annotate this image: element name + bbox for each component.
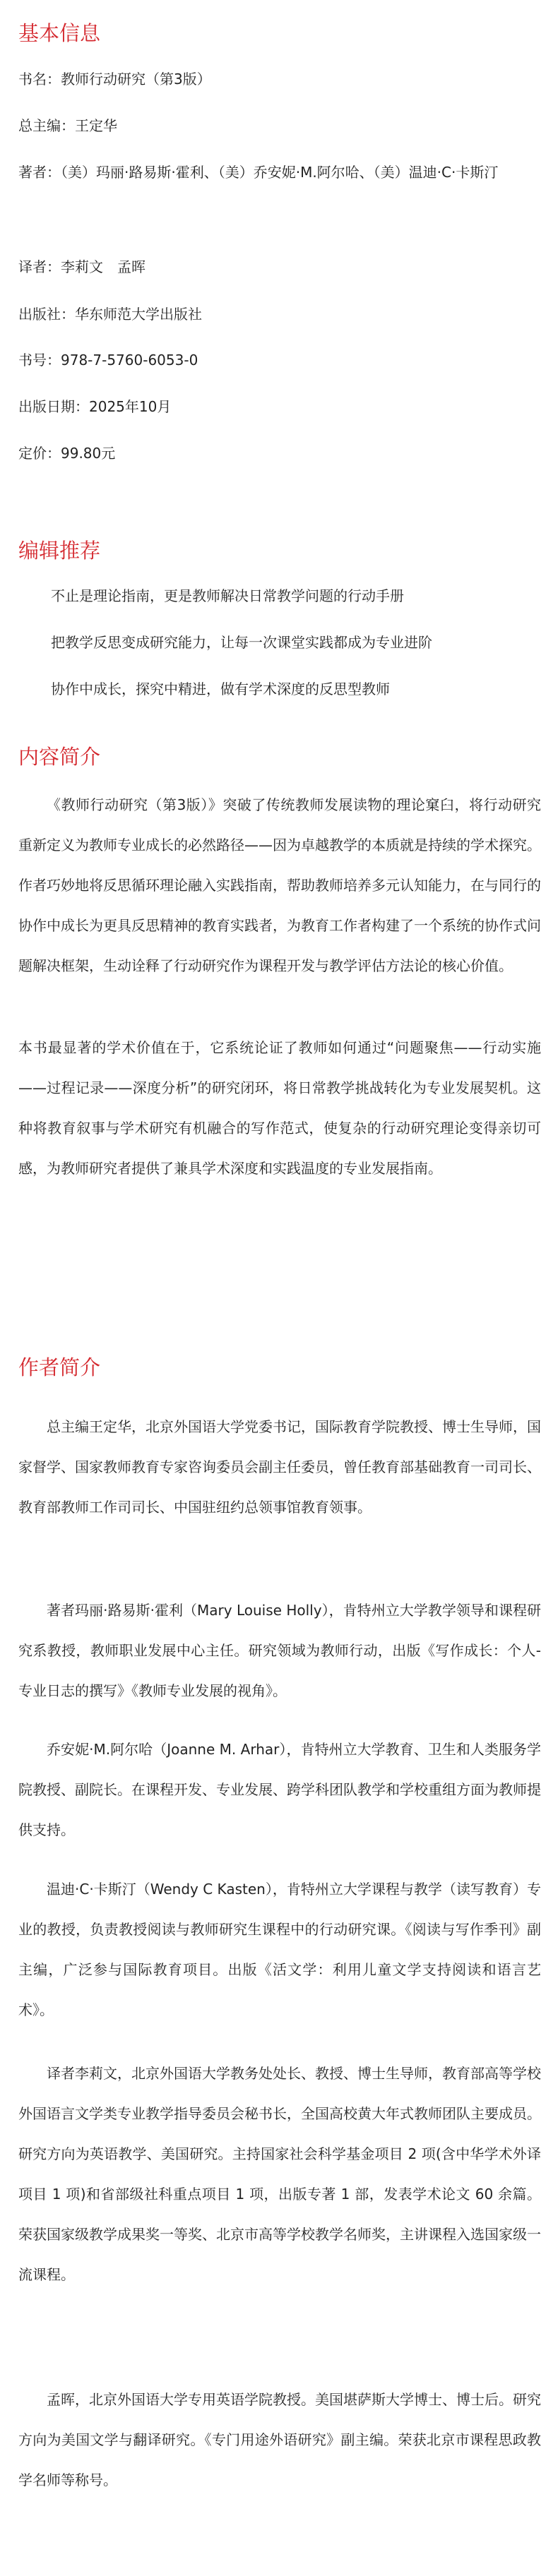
info-label: 书号： [18, 352, 61, 369]
recommendation-line: 不止是理论指南，更是教师解决日常教学问题的行动手册 [51, 587, 404, 604]
info-label: 总主编： [18, 117, 75, 134]
info-value: 978-7-5760-6053-0 [61, 352, 198, 369]
author-paragraph: 乔安妮·M.阿尔哈（Joanne M. Arhar），肯特州立大学教育、卫生和人类服务学院教授、副院长。在课程开发、专业发展、跨学科团队教学和学校重组方面为教师提供支持。 [18, 1741, 541, 1838]
info-publish-date [18, 387, 541, 427]
info-label: 定价： [18, 445, 61, 462]
basic-info-heading: 基本信息 [18, 21, 101, 45]
info-value: 华东师范大学出版社 [75, 306, 202, 323]
info-value: 2025年10月 [89, 398, 172, 415]
recommendation-line: 把教学反思变成研究能力，让每一次课堂实践都成为专业进阶 [51, 634, 432, 651]
author-paragraph: 总主编王定华，北京外国语大学党委书记，国际教育学院教授、博士生导师，国家督学、国家教师教育专家咨询委员会副主任委员，曾任教育部基础教育一司司长、教育部教师工作司司长、中国驻纽约总领事馆教育领事。 [18, 1418, 541, 1516]
author-paragraph: 孟晖，北京外国语大学专用英语学院教授。美国堪萨斯大学博士、博士后。研究方向为美国文学与翻译研究。《专门用途外语研究》副主编。荣获北京市课程思政教学名师等称号。 [18, 2391, 541, 2488]
info-value: （美）玛丽·路易斯·霍利、（美）乔安妮·M.阿尔哈、（美）温迪·C·卡斯汀 [61, 164, 499, 181]
info-value: 王定华 [75, 117, 117, 134]
info-label: 出版社： [18, 306, 75, 323]
info-label: 译者： [18, 258, 61, 275]
info-editor-in-chief [18, 106, 541, 146]
info-label: 著者： [18, 164, 61, 181]
author-paragraph: 温迪·C·卡斯汀（Wendy C Kasten），肯特州立大学课程与教学（读写教育）专业的教授，负责教授阅读与教师研究生课程中的行动研究课。《阅读与写作季刊》副主编，广泛参与国际教育项目。出版《活文学：利用儿童文学支持阅读和语言艺术》。 [18, 1881, 541, 2018]
info-publisher [18, 294, 541, 335]
info-isbn [18, 340, 541, 381]
recommendation-line: 协作中成长，探究中精进，做有学术深度的反思型教师 [51, 681, 390, 697]
info-authors [18, 152, 541, 193]
info-price [18, 433, 541, 474]
info-title [18, 59, 541, 100]
info-label: 出版日期： [18, 398, 89, 415]
content-paragraph: 《教师行动研究（第3版）》突破了传统教师发展读物的理论窠臼，将行动研究重新定义为教师专业成长的必然路径——因为卓越教学的本质就是持续的学术探究。作者巧妙地将反思循环理论融入实践指南，帮助教师培养多元认知能力，在与同行的协作中成长为更具反思精神的教育实践者，为教育工作者构建了一个系统的协作式问题解决框架，生动诠释了行动研究作为课程开发与教学评估方法论的核心价值。 [18, 796, 541, 974]
info-label: 书名： [18, 71, 61, 88]
author-paragraph: 译者李莉文，北京外国语大学教务处处长、教授、博士生导师，教育部高等学校外国语言文学类专业教学指导委员会秘书长，全国高校黄大年式教师团队主要成员。研究方向为英语教学、美国研究。主持国家社会科学基金项目 2 项(含中华学术外译项目 1 项)和省部级社科重点项目 1 项，出版专著 1 部，发表学术论文 60 余篇。荣获国家级教学成果奖一等奖、北京市高等学校教学名师奖，主讲课程入选国家级一流课程。 [18, 2065, 541, 2283]
info-translators [18, 247, 541, 287]
info-value: 李莉文 孟晖 [61, 258, 146, 275]
info-value: 99.80元 [61, 445, 116, 462]
editor-recommendation-heading: 编辑推荐 [18, 539, 101, 563]
content-intro-heading: 内容简介 [18, 745, 101, 769]
author-paragraph: 著者玛丽·路易斯·霍利（Mary Louise Holly），肯特州立大学教学领导和课程研究系教授，教师职业发展中心主任。研究领域为教师行动，出版《写作成长：个人-专业日志的撰写》《教师专业发展的视角》。 [18, 1602, 541, 1699]
author-intro-heading: 作者简介 [18, 1355, 101, 1379]
info-value: 教师行动研究（第3版） [61, 71, 211, 88]
content-paragraph: 本书最显著的学术价值在于，它系统论证了教师如何通过“问题聚焦——行动实施——过程记录——深度分析”的研究闭环，将日常教学挑战转化为专业发展契机。这种将教育叙事与学术研究有机融合的写作范式，使复杂的行动研究理论变得亲切可感，为教师研究者提供了兼具学术深度和实践温度的专业发展指南。 [18, 1039, 541, 1177]
